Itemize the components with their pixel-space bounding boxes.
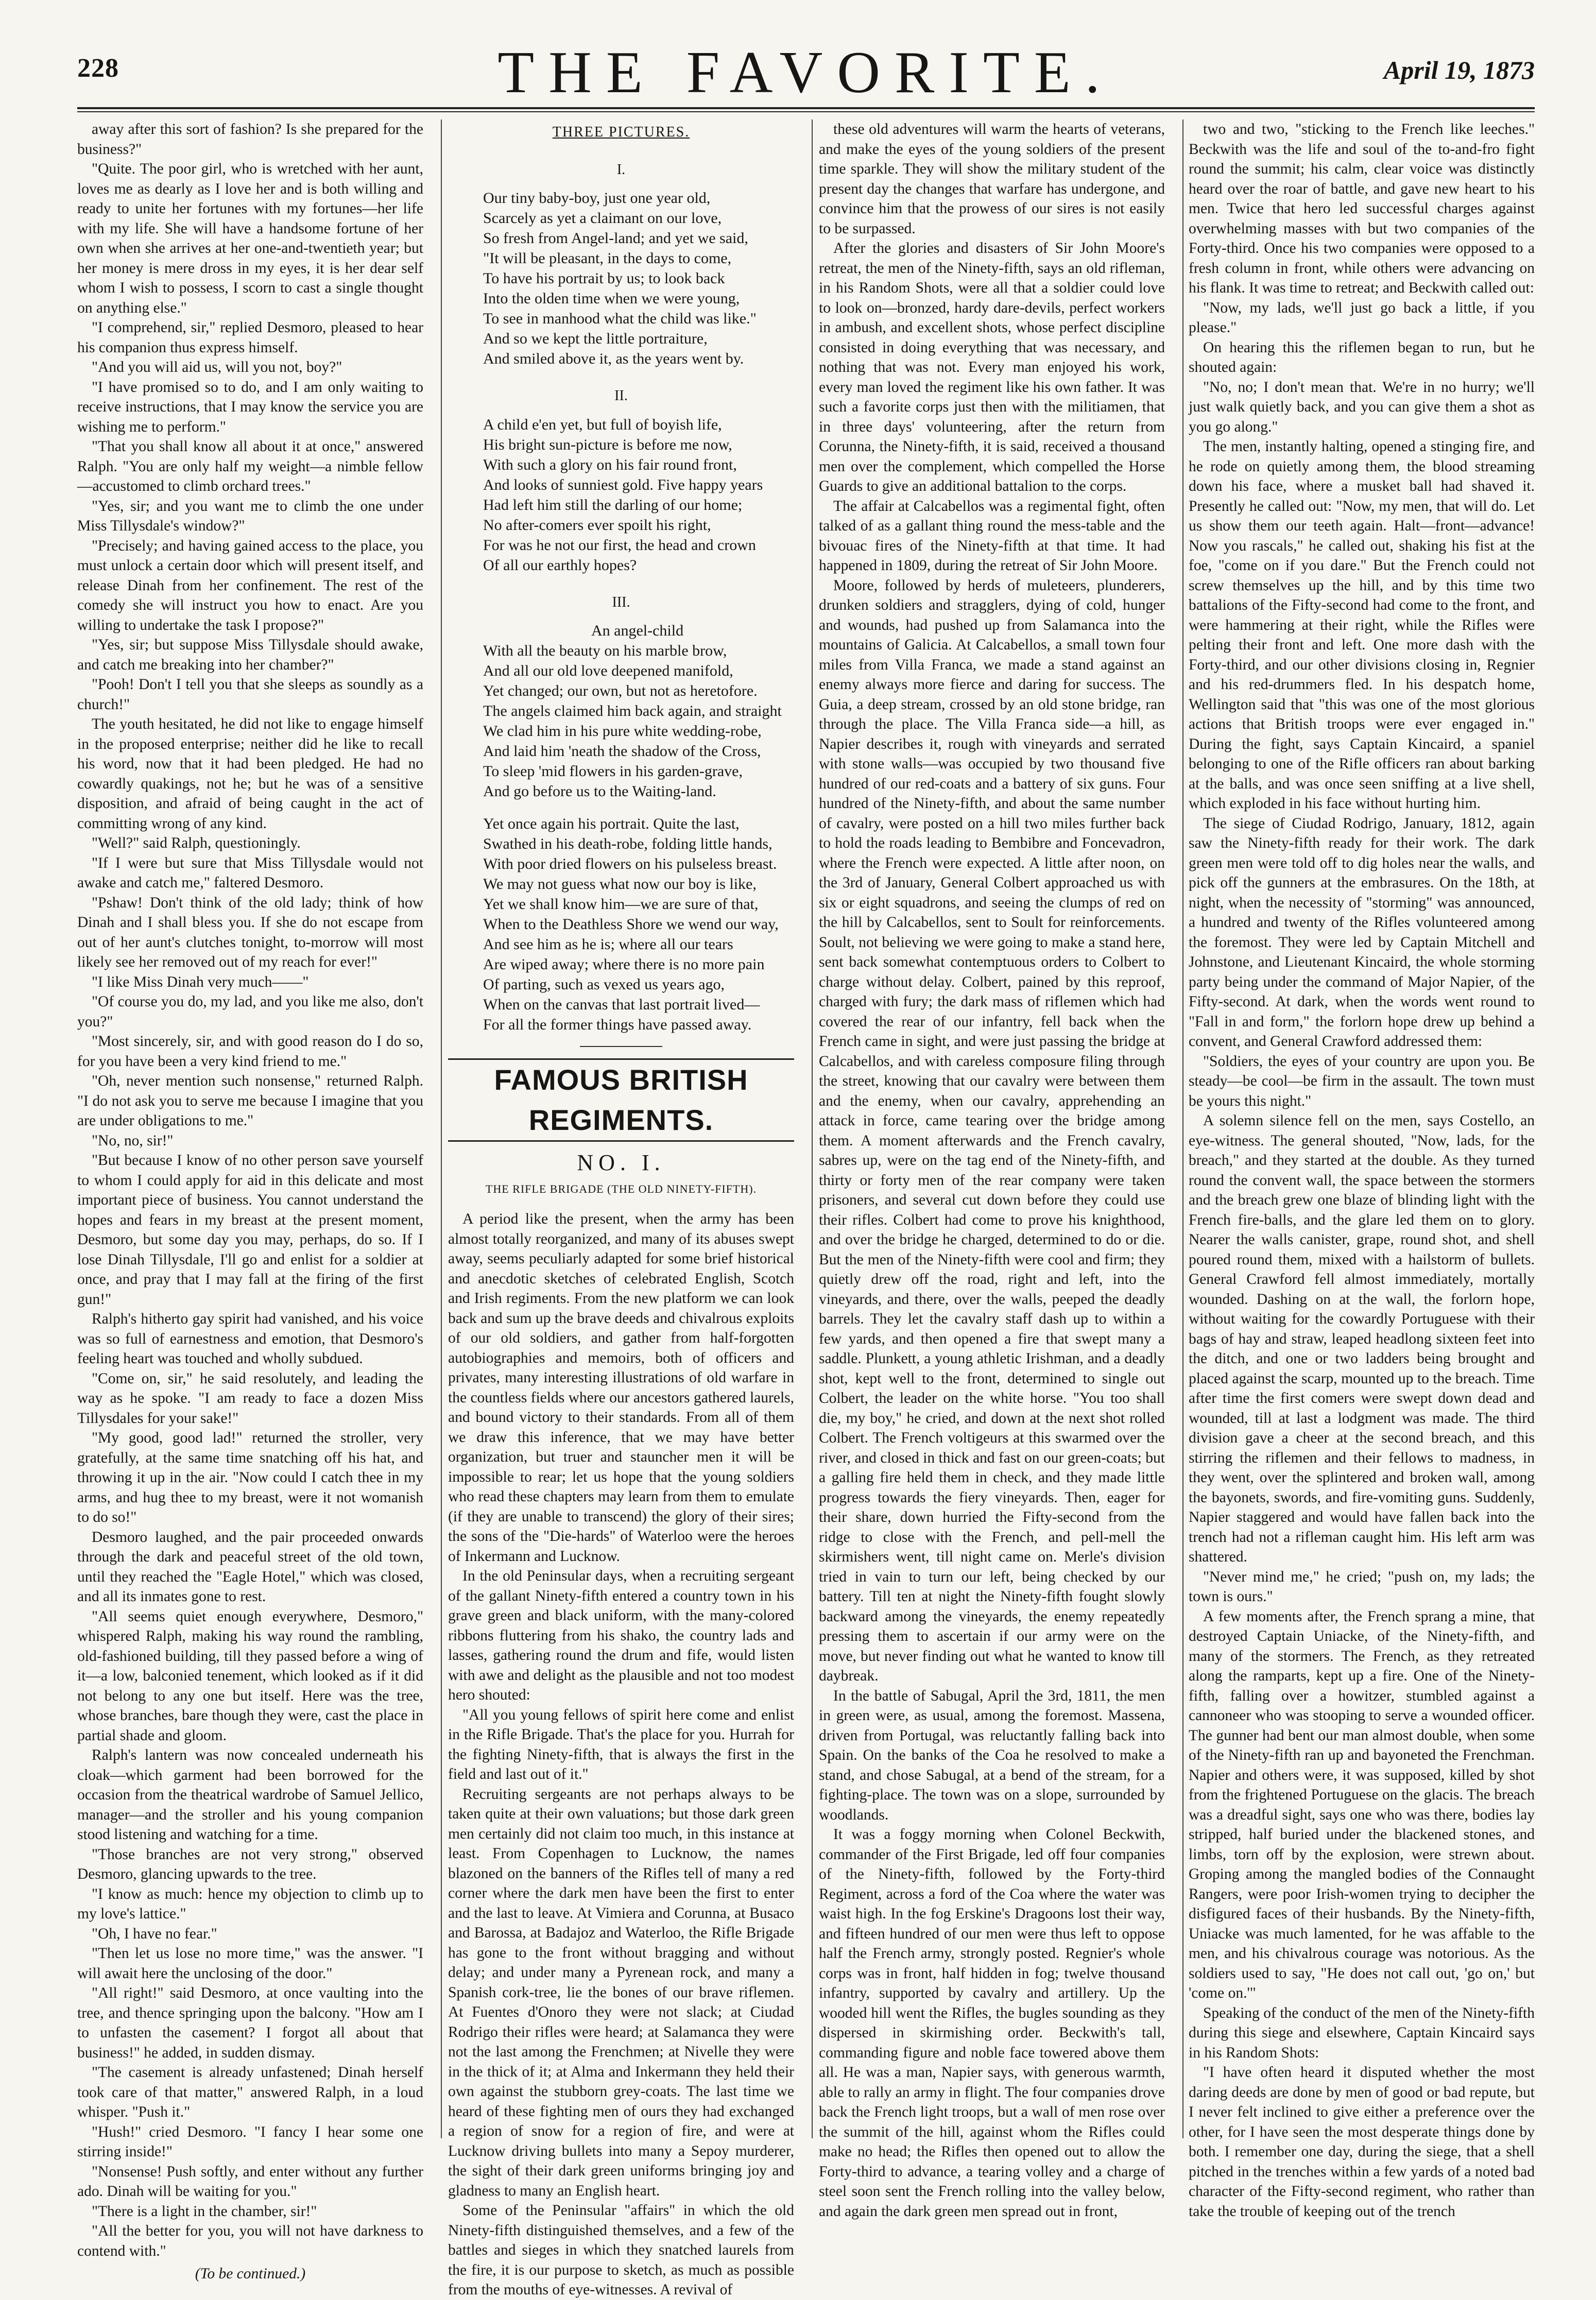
poem-line: A child e'en yet, but full of boyish life,: [483, 416, 722, 433]
paragraph: these old adventures will warm the hearts of veterans, and make the eyes of the young soldiers of the present time sparkle. They will show the military student of the present day the changes that warfare has undergone, and convince him that the prowess of our sires is not easily to be surpassed.: [819, 121, 1165, 237]
poem-line: To have his portrait by us; to look back: [483, 270, 725, 287]
poem-line: When to the Deathless Shore we wend our way,: [483, 916, 779, 933]
paragraph: "All you young fellows of spirit here come and enlist in the Rifle Brigade. That's the place for you. Hurrah for the fighting Ninety-fifth, that is always the first in the field and last out of it.": [448, 1706, 794, 1782]
poem-line: An angel-child: [591, 622, 684, 639]
poem-line: The angels claimed him back again, and straight: [483, 702, 782, 719]
poem-stanza-2: [448, 415, 794, 575]
continued-note: (To be continued.): [195, 2265, 306, 2282]
poem-line: And go before us to the Waiting-land.: [483, 783, 716, 800]
poem-line: With all the beauty on his marble brow,: [483, 642, 727, 659]
paragraph: "Of course you do, my lad, and you like me also, don't you?": [77, 993, 423, 1030]
masthead-rule-bottom: [77, 111, 1535, 112]
column-divider: [812, 119, 813, 2138]
poem-line: To sleep 'mid flowers in his garden-grave,: [483, 763, 743, 780]
paragraph: "Most sincerely, sir, and with good reason do I do so, for you have been a very kind friend to me.": [77, 1033, 423, 1070]
article-number: NO. I.: [577, 1150, 665, 1175]
paragraph: The men, instantly halting, opened a stinging fire, and he rode on quietly among them, the blood streaming down his face, where a musket ball had shaved it. Presently he called out: "Now, my men, that will do. Let us show them our teeth again. Halt—front—advance! Now you rascals," he called out, shaking his fist at the foe, "come on if you dare." But the French could not screw themselves up the hill, and by this time two battalions of the Fifty-second had come to the front, and were hammering at their right, while the Rifles were pelting their front and left. One more dash with the Forty-third, and our other divisions closing in, Regnier and his red-drummers fled. In his despatch home, Wellington said that "this was one of the most glorious actions that British troops were ever engaged in." During the fight, says Captain Kincaird, a spaniel belonging to one of the Rifle officers ran about barking at the balls, and was once seen sniffing at a live shell, which exploded in his face without hurting him.: [1189, 438, 1535, 812]
paragraph: "Now, my lads, we'll just go back a little, if you please.": [1189, 299, 1535, 336]
paragraph: "There is a light in the chamber, sir!": [92, 2203, 317, 2220]
article-body: [448, 1209, 794, 2300]
paragraph: "No, no; I don't mean that. We're in no hurry; we'll just walk quietly back, and you can give them a shot as you go along.": [1189, 379, 1535, 435]
paragraph: "Precisely; and having gained access to the place, you must unlock a certain door which will present itself, and release Dinah from her confinement. The rest of the comedy she will instruct you how to enact. Are you willing to undertake the task I propose?": [77, 537, 423, 633]
paragraph: "Come on, sir," he said resolutely, and leading the way as he spoke. "I am ready to face a dozen Miss Tillysdales for your sake!": [77, 1370, 423, 1427]
paragraph: "Those branches are not very strong," observed Desmoro, glancing upwards to the tree.: [77, 1846, 423, 1882]
poem-line: For was he not our first, the head and crown: [483, 536, 756, 554]
paragraph: Ralph's hitherto gay spirit had vanished, and his voice was so full of earnestness and emotion, that Desmoro's feeling heart was touched and wholly subdued.: [77, 1311, 423, 1367]
poem-line: With such a glory on his fair round front,: [483, 456, 737, 473]
paragraph: "Well?" said Ralph, questioningly.: [92, 835, 301, 851]
poem-line: To see in manhood what the child was like.": [483, 310, 757, 327]
paragraph: "That you shall know all about it at once," answered Ralph. "You are only half my weight—a nimble fellow—accustomed to climb orchard trees.": [77, 438, 423, 494]
paragraph: "I have often heard it disputed whether the most daring deeds are done by men of good or bad repute, but I never felt inclined to give either a preference over the other, for I have seen the most desperate things done by both. I remember one day, during the siege, that a shell pitched in the trenches within a few yards of a noted bad character of the Fifty-second regiment, who rather than take the trouble of keeping out of the trench: [1189, 2064, 1535, 2220]
poem-line: Yet we shall know him—we are sure of that,: [483, 896, 759, 913]
article-headline: FAMOUS BRITISH REGIMENTS.: [448, 1058, 794, 1142]
page-number: 228: [77, 54, 119, 83]
poem-line: Yet changed; our own, but not as heretofore.: [483, 682, 758, 699]
masthead: [77, 28, 1535, 106]
paragraph: "Pshaw! Don't think of the old lady; think of how Dinah and I shall bless you. If she do not escape from out of her aunt's clutches tonight, to-morrow will most likely see her removed out of my reach for ever!": [77, 894, 423, 970]
paragraph: Speaking of the conduct of the men of the Ninety-fifth during this siege and elsewhere, Captain Kincaird says in his Random Shots:: [1189, 2004, 1535, 2061]
poem-line: Our tiny baby-boy, just one year old,: [483, 190, 711, 207]
poem-line: So fresh from Angel-land; and yet we said,: [483, 230, 748, 247]
poem-line: "It will be pleasant, in the days to come,: [483, 250, 732, 267]
poem-section-label: I.: [616, 161, 626, 178]
poem-line: Swathed in his death-robe, folding little hands,: [483, 835, 773, 852]
section-divider: [580, 1046, 662, 1047]
paragraph: "If I were but sure that Miss Tillysdale would not awake and catch me," faltered Desmoro.: [77, 854, 423, 891]
paragraph: Desmoro laughed, and the pair proceeded onwards through the dark and peaceful street of the old town, until they reached the "Eagle Hotel," which was closed, and all its inmates gone to rest.: [77, 1529, 423, 1605]
paragraph: The affair at Calcabellos was a regimental fight, often talked of as a gallant thing round the mess-table and the bivouac fires of the Ninety-fifth at that time. It had happened in 1809, during the retreat of Sir John Moore.: [819, 497, 1165, 574]
paragraph: "My good, good lad!" returned the stroller, very gratefully, at the same time snatching off his hat, and throwing it up in the air. "Now could I catch thee in my arms, and hug thee to my breast, were it not womanish to do so!": [77, 1430, 423, 1525]
paragraph: "And you will aid us, will you not, boy?": [92, 359, 342, 375]
poem-line: With poor dried flowers on his pulseless breast.: [483, 855, 777, 872]
columns: [77, 119, 1535, 2298]
paragraph: "Oh, I have no fear.": [92, 1925, 217, 1942]
paragraph: "Oh, never mention such nonsense," returned Ralph. "I do not ask you to serve me because I imagine that you are under obligations to me.": [77, 1073, 423, 1129]
masthead-rule-top: [77, 107, 1535, 109]
paragraph: away after this sort of fashion? Is she prepared for the business?": [77, 121, 423, 158]
paragraph: "I like Miss Dinah very much——": [92, 973, 309, 990]
paragraph: "Yes, sir; but suppose Miss Tillysdale should awake, and catch me breaking into her chamber?": [77, 637, 423, 673]
paragraph: "But because I know of no other person save yourself to whom I could apply for aid in this delicate and most important piece of business. You cannot understand the hopes and fears in my breast at the present moment, Desmoro, but some day you may, perhaps, do so. If I lose Dinah Tillysdale, I'll go and enlist for a soldier at once, and pray that I may fall at the firing of the first gun!": [77, 1152, 423, 1308]
paragraph: Recruiting sergeants are not perhaps always to be taken quite at their own valuations; but those dark green men certainly did not claim too much, in this instance at least. From Copenhagen to Lucknow, the names blazoned on the banners of the Rifles tell of many a red corner where the dark men have been the first to enter and the last to leave. At Vimiera and Corunna, at Busaco and Barossa, at Badajoz and Waterloo, the Rifle Brigade has gone to the front without bragging and without delay; and under many a Pyrenean rock, and many a Spanish cork-tree, lie the bones of our brave riflemen. At Fuentes d'Onoro they were not slack; at Ciudad Rodrigo their rifles were heard; at Salamanca they were not the last among the Frenchmen; at Nivelle they were in the thick of it; at Alma and Inkermann they held their own against the stubborn grey-coats. The last time we heard of these fighting men of ours they had exchanged a region of snow for a region of fire, and were at Lucknow driving bullets into many a Sepoy murderer, the sight of their dark green uniforms bringing joy and gladness to many an English heart.: [448, 1786, 794, 2199]
paragraph: A solemn silence fell on the men, says Costello, an eye-witness. The general shouted, "Now, lads, for the breach," and they started at the double. As they turned round the convent wall, the space between the stormers and the breach grew one blaze of blinding light with the French fire-balls, and the glare led them on to glory. Nearer the walls canister, grape, round shot, and shell poured round them, mixed with a hailstorm of bullets. General Crawford fell almost immediately, mortally wounded. Dashing on at the wall, the forlorn hope, without waiting for the cowardly Portuguese with their bags of hay and straw, leaped headlong sixteen feet into the ditch, and one or two ladders being brought and placed against the scarp, mounted up to the breach. Time after time the first comers were swept down dead and wounded, till at last a lodgment was made. The third division gave a cheer at the second breach, and this stirring the riflemen and their fellows to madness, in they went, over the splintered and broken wall, among the bayonets, swords, and fire-vomiting guns. Suddenly, Napier staggered and would have fallen back into the trench had not a rifleman caught him. His left arm was shattered.: [1189, 1112, 1535, 1565]
paragraph: In the old Peninsular days, when a recruiting sergeant of the gallant Ninety-fifth entered a country town in his grave green and black uniform, with the many-colored ribbons fluttering from his shako, the country lads and lasses, gathering round the drum and fife, would listen with awe and delight as the plausible and not too modest hero shouted:: [448, 1568, 794, 1703]
paragraph: In the battle of Sabugal, April the 3rd, 1811, the men in green were, as usual, among the foremost. Massena, driven from Portugal, was reluctantly falling back into Spain. On the banks of the Coa he resolved to make a stand, and chose Sabugal, at a bend of the stream, for a fighting-place. The town was on a slope, surrounded by woodlands.: [819, 1687, 1165, 1823]
poem-line: And laid him 'neath the shadow of the Cross,: [483, 743, 761, 760]
poem-title: THREE PICTURES.: [552, 124, 690, 140]
poem-line: His bright sun-picture is before me now,: [483, 436, 732, 453]
column-divider: [441, 119, 442, 2138]
paragraph: Moore, followed by herds of muleteers, plunderers, drunken soldiers and stragglers, dying of cold, hunger and wounds, had pushed up from Salamanca into the mountains of Galicia. At Calcabellos, a small town four miles from Villa Franca, we made a stand against an enemy always more fierce and daring for success. The Guia, a deep stream, crossed by an old stone bridge, ran through the place. The Villa Franca side—a hill, as Napier describes it, rough with vineyards and serrated with stone walls—was occupied by two thousand five hundred of our red-coats and a battery of six guns. Four hundred of the Ninety-fifth, and about the same number of cavalry, were posted on a hill two miles further back to hold the roads leading to Bembibre and Foncevadron, where the French were expected. A little after noon, on the 3rd of January, General Colbert approached us with six or eight squadrons, and seeing the clumps of red on the hill by Calcabellos, sent to Soult for reinforcements. Soult, not believing we were going to make a stand here, sent back somewhat contemptuous orders to Colbert to charge without delay. Colbert, pained by this reproof, charged with fury; the dark mass of riflemen which had covered the rear of our infantry, fell back when the French came in sight, and were just passing the bridge at Calcabellos, and with careless composure filing through the street, knowing that our cavalry were between them and the enemy, when our cavalry, apprehending an attack in force, came tearing over the bridge among them. A moment afterwards and the French cavalry, sabres up, were on the tag end of the Ninety-fifth, and thirty or forty men of the rear company were taken prisoners, and several cut down before they could use their rifles. Colbert had come to prove his knighthood, and over the bridge he charged, determined to do or die. But the men of the Ninety-fifth were cool and firm; they quietly drew off the road, right and left, into the vineyards, and there, over the walls, peeped the deadly barrels. They let the cavalry staff dash up to within a few yards, and then opened a fire that swept many a saddle. Plunkett, a young athletic Irishman, and a deadly shot, kept well to the front, determined to single out Colbert, the leader on the white horse. "You too shall die, my boy," he cried, and down at the next shot rolled Colbert. The French voltigeurs at this swarmed over the river, and closed in thick and fast on our green-coats; but a galling fire held them in check, and they made little progress towards the fiery vineyards. Then, eager for their share, down hurried the Fifty-second from the ridge to close with the French, and pell-mell the skirmishers went, till night came on. Merle's division tried in vain to turn our left, being checked by our battery. Till ten at night the Ninety-fifth fought slowly backward among the vineyards, the enemy repeatedly pressing them to ascertain if our army were on the move, but never finding out what he wanted to know till daybreak.: [819, 577, 1165, 1684]
poem-line: And all our old love deepened manifold,: [483, 662, 733, 679]
paragraph: "No, no, sir!": [92, 1132, 174, 1149]
column-3: [819, 119, 1165, 2220]
paragraph: "All seems quiet enough everywhere, Desmoro," whispered Ralph, making his way round the rambling, old-fashioned building, till they passed before a wing of it—a low, balconied tenement, which looked as if it did not belong to any one but itself. Here was the tree, whose branches, bare though they were, cast the place in partial shade and gloom.: [77, 1608, 423, 1744]
paragraph: On hearing this the riflemen began to run, but he shouted again:: [1189, 339, 1535, 375]
paragraph: Ralph's lantern was now concealed underneath his cloak—which garment had been borrowed for the occasion from the theatrical wardrobe of Samuel Jellico, manager—and the stroller and his young companion stood listening and watching for a time.: [77, 1747, 423, 1843]
paragraph: It was a foggy morning when Colonel Beckwith, commander of the First Brigade, led off four companies of the Ninety-fifth, followed by the Forty-third Regiment, across a ford of the Coa where the water was waist high. In the fog Erskine's Dragoons lost their way, and fifteen hundred of our men were thus left to oppose half the French army, strongly posted. Regnier's whole corps was in front, half hidden in fog; twelve thousand infantry, supported by cavalry and artillery. Up the wooded hill went the Rifles, the bugles sounding as they dispersed in skirmishing order. Beckwith's tall, commanding figure and noble face towered above them all. He was a man, Napier says, with generous warmth, able to rally an army in flight. The four companies drove back the French light troops, but a wall of men rose over the summit of the hill, against whom the Rifles could make no head; the Rifles then opened out to allow the Forty-third to advance, a tearing volley and a charge of steel soon sent the French rolling into the valley below, and again the dark green men spread out in front,: [819, 1826, 1165, 2220]
paragraph: "Nonsense! Push softly, and enter without any further ado. Dinah will be waiting for you.": [77, 2163, 423, 2200]
paragraph: After the glories and disasters of Sir John Moore's retreat, the men of the Ninety-fifth, says an old rifleman, in his Random Shots, were all that a soldier could love to look on—bronzed, hardy dare-devils, perfect workers in ambush, and excellent shots, whose perfect discipline consisted in doing everything that was necessary, and nothing that was not. Every man enjoyed his work, every man loved the regiment like his own father. It was such a favorite corps just then with the militiamen, that in three days' volunteering, after the return from Corunna, the Ninety-fifth, it is said, received a thousand men over the complement, which compelled the Horse Guards to give an additional battalion to the corps.: [819, 240, 1165, 494]
newspaper-title: THE FAVORITE.: [497, 40, 1114, 106]
poem-section-label: II.: [614, 388, 628, 404]
poem-line: Of all our earthly hopes?: [483, 556, 637, 574]
article-subhead: THE RIFLE BRIGADE (THE OLD NINETY-FIFTH).: [485, 1182, 757, 1195]
column-4: [1189, 119, 1535, 2220]
poem-line: We may not guess what now our boy is like,: [483, 876, 757, 892]
poem-line: And looks of sunniest gold. Five happy years: [483, 476, 763, 493]
poem-line: Are wiped away; where there is no more pain: [483, 956, 765, 973]
poem-line: Of parting, such as vexed us years ago,: [483, 976, 725, 993]
paragraph: "All the better for you, you will not have darkness to contend with.": [77, 2223, 423, 2259]
paragraph: "Hush!" cried Desmoro. "I fancy I hear some one stirring inside!": [77, 2123, 423, 2160]
poem-line: No after-comers ever spoilt his right,: [483, 516, 711, 534]
paragraph: "Never mind me," he cried; "push on, my lads; the town is ours.": [1189, 1568, 1535, 1605]
paragraph: "Then let us lose no more time," was the answer. "I will await here the unclosing of the door.": [77, 1945, 423, 1982]
paragraph: "Soldiers, the eyes of your country are upon you. Be steady—be cool—be firm in the assault. The town must be yours this night.": [1189, 1053, 1535, 1109]
paragraph: Some of the Peninsular "affairs" in which the old Ninety-fifth distinguished themselves, and a few of the battles and sieges in which they snatched laurels from the fire, it is our purpose to sketch, as much as possible from the mouths of eye-witnesses. A revival of: [448, 2202, 794, 2298]
column-2: [448, 119, 794, 2298]
poem-line: For all the former things have passed away.: [483, 1016, 752, 1033]
paragraph: "I have promised so to do, and I am only waiting to receive instructions, that I may know the service you are wishing me to perform.": [77, 379, 423, 435]
column-1-story-continuation: [77, 119, 423, 2282]
poem-line: When on the canvas that last portrait lived—: [483, 996, 760, 1013]
paragraph: "Yes, sir; and you want me to climb the one under Miss Tillysdale's window?": [77, 497, 423, 534]
poem-line: Scarcely as yet a claimant on our love,: [483, 210, 722, 227]
paragraph: "I know as much: hence my objection to climb up to my love's lattice.": [77, 1885, 423, 1922]
column-divider: [1182, 119, 1183, 2138]
poem-stanza-4: [448, 814, 794, 1035]
paragraph: "Quite. The poor girl, who is wretched with her aunt, loves me as dearly as I love her and is both willing and ready to unite her fortunes with my fortunes—her life with my life. She will have a handsome fortune of her own when she arrives at her one-and-twentieth year; but her money is mere dross in my eyes, it is her dear self whom I wish to possess, I scorn to cast a single thought on anything else.": [77, 161, 423, 316]
paragraph: "The casement is already unfastened; Dinah herself took care of that matter," answered Ralph, in a loud whisper. "Push it.": [77, 2064, 423, 2120]
paragraph: The siege of Ciudad Rodrigo, January, 1812, again saw the Ninety-fifth ready for their work. The dark green men were told off to dig holes near the walls, and pick off the gunners at the embrasures. On the 18th, at night, when the necessity of "storming" was announced, a hundred and twenty of the Rifles volunteered among the foremost. They were led by Captain Mitchell and Johnstone, and Lieutenant Kincaird, the whole storming party being under the command of Major Napier, of the Fifty-second. At dark, when the words went round to "Fall in and form," the forlorn hope drew up behind a convent, and General Crawford addressed them:: [1189, 815, 1535, 1050]
poem-line: And smiled above it, as the years went by.: [483, 350, 744, 367]
poem-line: And see him as he is; where all our tears: [483, 936, 733, 953]
paragraph: "I comprehend, sir," replied Desmoro, pleased to hear his companion thus express himself.: [77, 319, 423, 356]
paragraph: "Pooh! Don't I tell you that she sleeps as soundly as a church!": [77, 676, 423, 713]
poem-stanza-1: [448, 188, 794, 369]
issue-date: April 19, 1873: [1383, 56, 1535, 84]
paragraph: A period like the present, when the army has been almost totally reorganized, and many of its abuses swept away, seems peculiarly adapted for some brief historical and anecdotic sketches of celebrated English, Scotch and Irish regiments. From the new platform we can look back and sum up the brave deeds and chivalrous exploits of our old soldiers, and gather from half-forgotten autobiographies and memoirs, both of officers and privates, many interesting illustrations of old warfare in the countless fields where our ancestors gathered laurels, and bound victory to their standards. From all of them we draw this inference, that we may have better organization, but truer and stauncher men it will be impossible to rear; let us hope that the young soldiers who read these chapters may learn from them to emulate (if they are unable to transcend) the glory of their sires; the sons of the "Die-hards" of Waterloo were the heroes of Inkermann and Lucknow.: [448, 1211, 794, 1565]
paragraph: two and two, "sticking to the French like leeches." Beckwith was the life and soul of the to-and-fro fight round the summit; his calm, clear voice was distinctly heard over the roar of battle, and gave new heart to his men. Twice that hero led successful charges against overwhelming masses with but two companies of the Forty-third. Once his two companies were opposed to a fresh column in front, while others were advancing on his flank. It was time to retreat; and Beckwith called out:: [1189, 121, 1535, 296]
poem-stanza-3: [448, 621, 794, 801]
poem-section-label: III.: [612, 594, 630, 610]
poem-line: And so we kept the little portraiture,: [483, 330, 708, 347]
paragraph: "All right!" said Desmoro, at once vaulting into the tree, and thence springing upon the balcony. "How am I to unfasten the casement? I forgot all about that business!" he added, in sudden dismay.: [77, 1985, 423, 2061]
poem-line: Had left him still the darling of our home;: [483, 496, 743, 513]
paragraph: A few moments after, the French sprang a mine, that destroyed Captain Uniacke, of the Ninety-fifth, and many of the stormers. The French, as they retreated along the ramparts, kept up a fire. One of the Ninety-fifth, falling over a howitzer, stumbled against a cannoneer who was stooping to serve a wounded officer. The gunner had bent our man almost double, when some of the Ninety-fifth ran up and bayoneted the Frenchman. Napier and others were, it was supposed, killed by shot from the frightened Portuguese on the glacis. The breach was a dreadful sight, says one who was there, bodies lay stripped, half buried under the blackened stones, and limbs, torn off by the explosion, were strewn about. Groping among the mangled bodies of the Connaught Rangers, were poor Irish-women trying to decipher the disfigured faces of their husbands. By the Ninety-fifth, Uniacke was much lamented, for he was affable to the men, and his chivalrous courage was notorious. As the soldiers used to say, "He does not call out, 'go on,' but 'come on.'": [1189, 1608, 1535, 2001]
poem-line: We clad him in his pure white wedding-robe,: [483, 723, 762, 740]
poem-line: Into the olden time when we were young,: [483, 290, 740, 307]
paragraph: The youth hesitated, he did not like to engage himself in the proposed enterprise; neither did he like to recall his word, now that it had been pledged. He had no cowardly quakings, not he; but he was of a sensitive disposition, and afraid of being caught in the act of committing wrong of any kind.: [77, 716, 423, 832]
poem-line: Yet once again his portrait. Quite the last,: [483, 815, 740, 832]
